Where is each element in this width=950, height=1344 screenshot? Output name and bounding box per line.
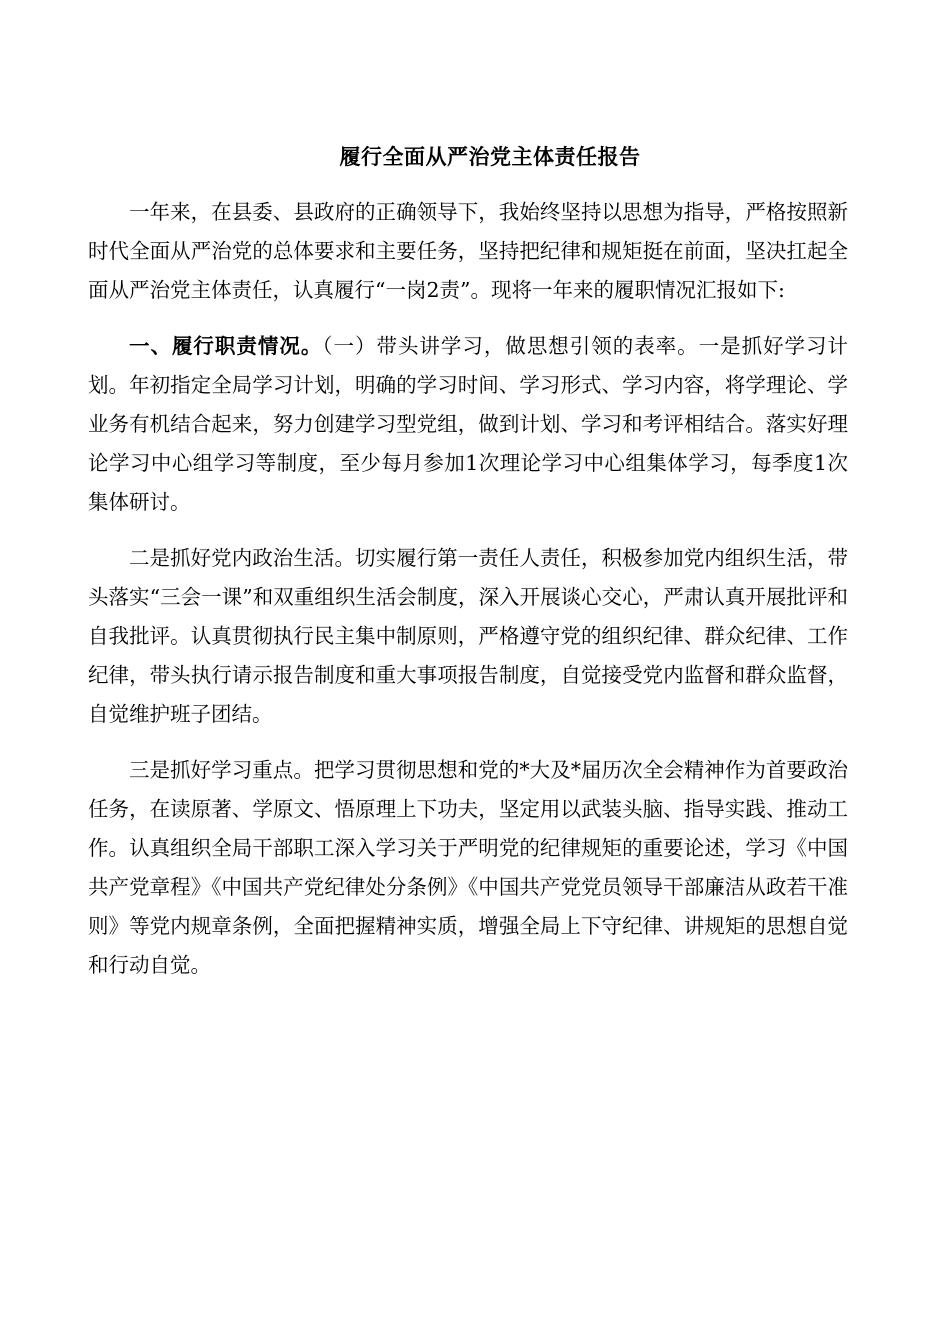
paragraph-item-2 [88,539,848,734]
paragraph-item-3 [88,751,848,985]
paragraph-text: （一）带头讲学习，做思想引领的表率。一是抓好学习计划。年初指定全局学习计划，明确的学习时间、学习形式、学习内容，将学理论、学业务有机结合起来，努力创建学习型党组，做到计划、学习和考评相结合。落实好理论学习中心组学习等制度，至少每月参加1次理论学习中心组集体学习，每季度1次集体研讨。 [88,334,848,514]
paragraph-text: 一年来，在县委、县政府的正确领导下，我始终坚持以思想为指导，严格按照新时代全面从严治党的总体要求和主要任务，坚持把纪律和规矩挺在前面，坚决扛起全面从严治党主体责任，认真履行“一岗2责”。现将一年来的履职情况汇报如下: [88,200,848,302]
paragraph-intro [88,193,848,310]
document-body [88,193,848,985]
paragraph-text: 三是抓好学习重点。把学习贯彻思想和党的*大及*届历次全会精神作为首要政治任务，在读原著、学原文、悟原理上下功夫，坚定用以武装头脑、指导实践、推动工作。认真组织全局干部职工深入学习关于严明党的纪律规矩的重要论述，学习《中国共产党章程》《中国共产党纪律处分条例》《中国共产党党员领导干部廉洁从政若干准则》等党内规章条例，全面把握精神实质，增强全局上下守纪律、讲规矩的思想自觉和行动自觉。 [88,758,848,977]
paragraph-section-1 [88,327,848,522]
paragraph-text: 二是抓好党内政治生活。切实履行第一责任人责任，积极参加党内组织生活，带头落实“三会一课”和双重组织生活会制度，深入开展谈心交心，严肃认真开展批评和自我批评。认真贯彻执行民主集中制原则，严格遵守党的组织纪律、群众纪律、工作纪律，带头执行请示报告制度和重大事项报告制度，自觉接受党内监督和群众监督，自觉维护班子团结。 [88,546,848,726]
document-title: 履行全面从严治党主体责任报告 [339,144,641,169]
section-heading: 一、履行职责情况。 [129,334,323,358]
